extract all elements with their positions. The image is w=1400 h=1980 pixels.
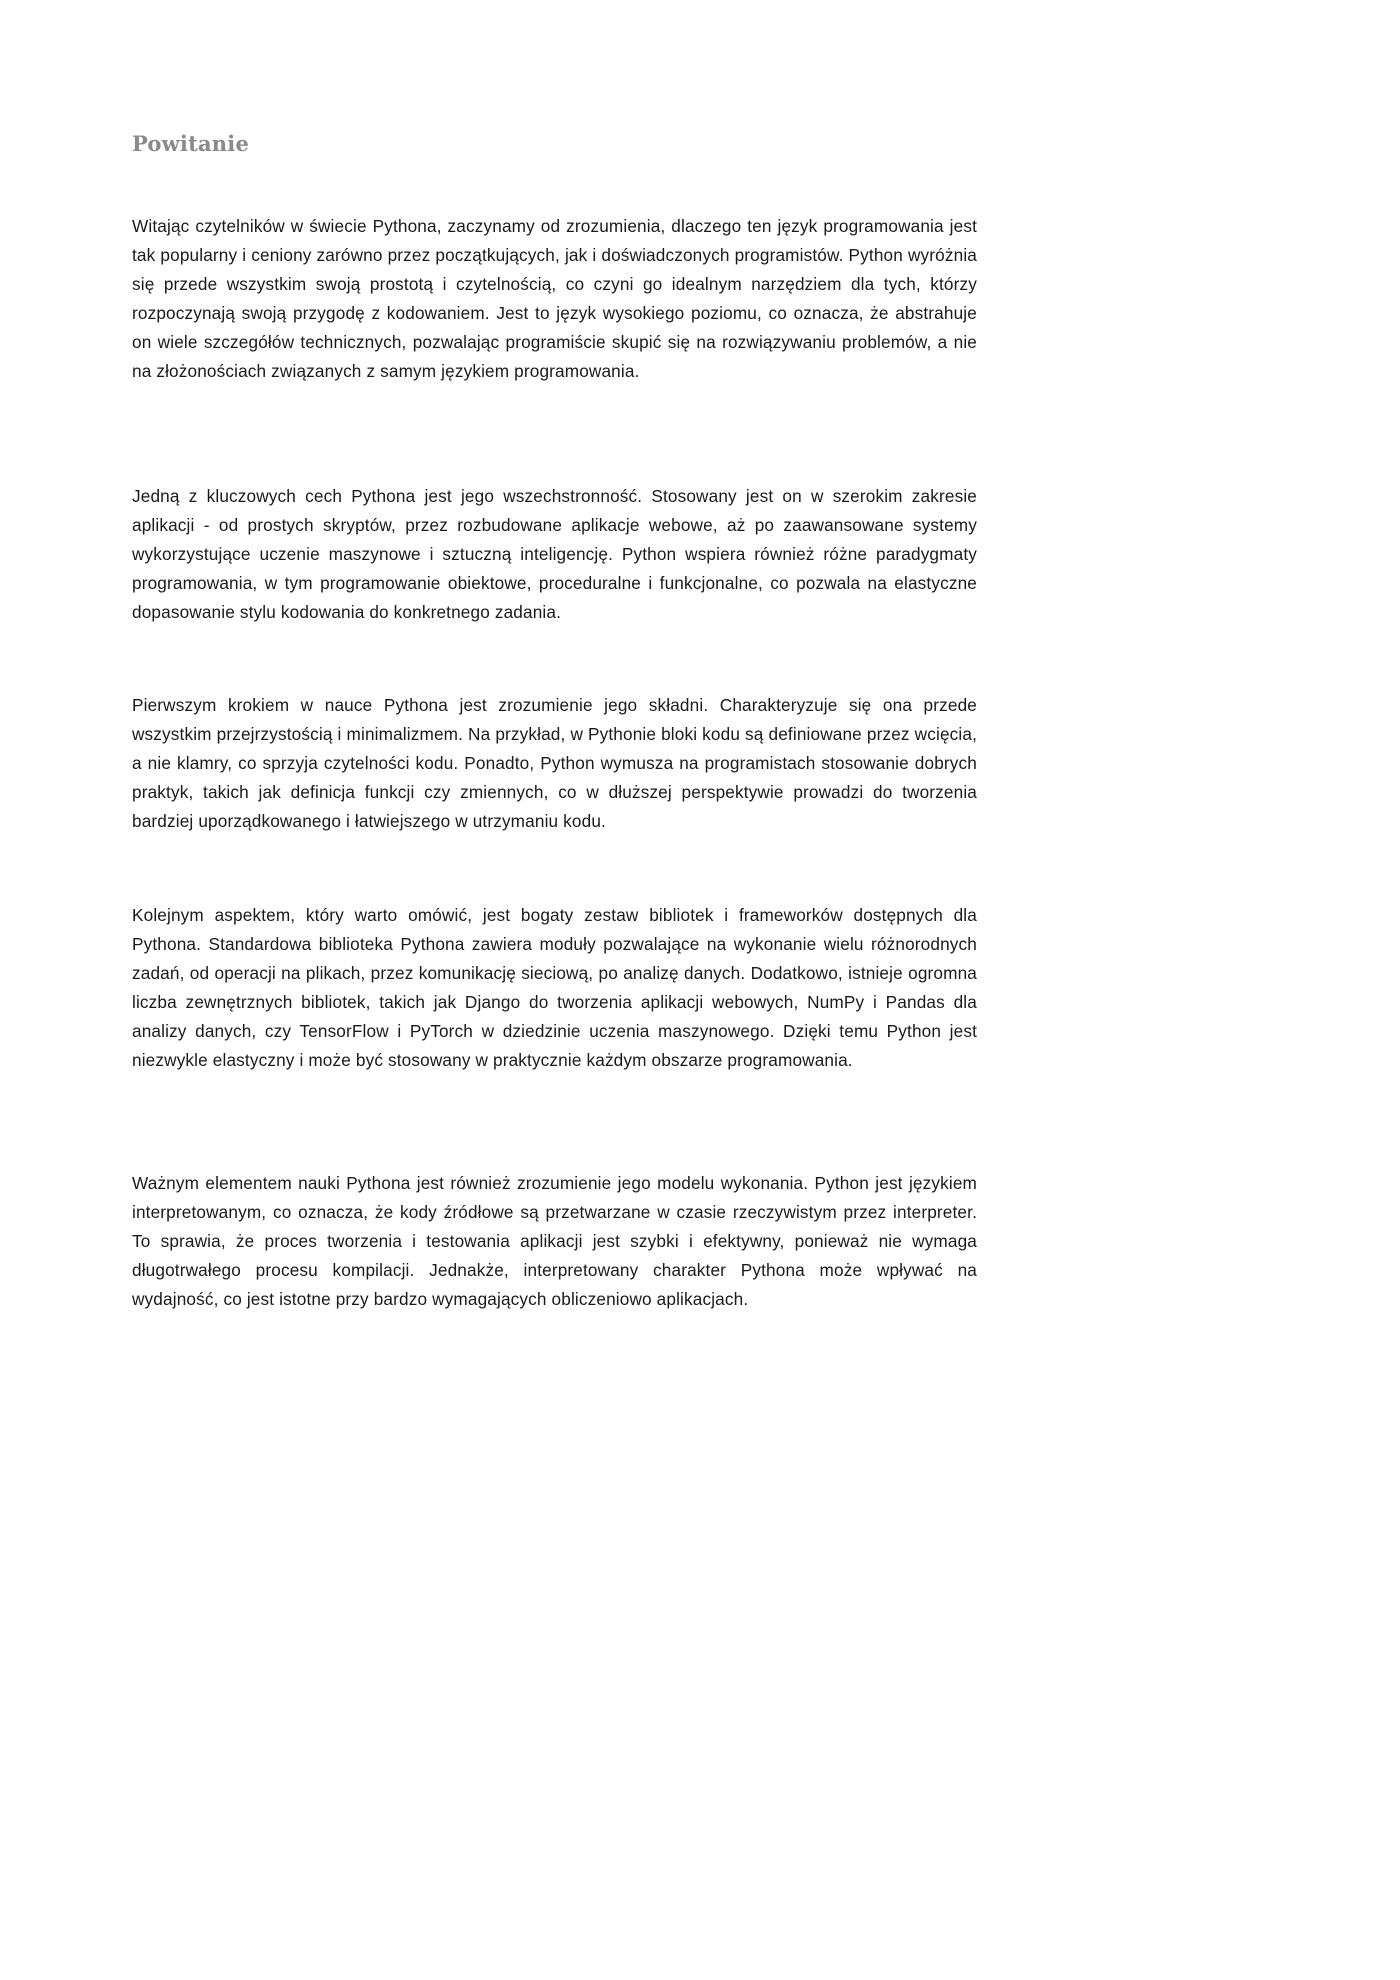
page-title: Powitanie [132, 131, 250, 156]
paragraph-execution-model: Ważnym elementem nauki Pythona jest również zrozumienie jego modelu wykonania. Python jest językiem interpretowanym, co oznacza, że kody źródłowe są przetwarzane w czasie rzeczywistym przez interpreter. To sprawia, że proces tworzenia i testowania aplikacji jest szybki i efektywny, ponieważ nie wymaga długotrwałego procesu kompilacji. Jednakże, interpretowany charakter Pythona może wpływać na wydajność, co jest istotne przy bardzo wymagających obliczeniowo aplikacjach. [132, 1173, 977, 1309]
paragraph-libraries: Kolejnym aspektem, który warto omówić, jest bogaty zestaw bibliotek i frameworków dostępnych dla Pythona. Standardowa biblioteka Pythona zawiera moduły pozwalające na wykonanie wielu różnorodnych zadań, od operacji na plikach, przez komunikację sieciową, po analizę danych. Dodatkowo, istnieje ogromna liczba zewnętrznych bibliotek, takich jak Django do tworzenia aplikacji webowych, NumPy i Pandas dla analizy danych, czy TensorFlow i PyTorch w dziedzinie uczenia maszynowego. Dzięki temu Python jest niezwykle elastyczny i może być stosowany w praktycznie każdym obszarze programowania. [132, 905, 977, 1070]
paragraph-intro: Witając czytelników w świecie Pythona, zaczynamy od zrozumienia, dlaczego ten język programowania jest tak popularny i ceniony zarówno przez początkujących, jak i doświadczonych programistów. Python wyróżnia się przede wszystkim swoją prostotą i czytelnością, co czyni go idealnym narzędziem dla tych, którzy rozpoczynają swoją przygodę z kodowaniem. Jest to język wysokiego poziomu, co oznacza, że abstrahuje on wiele szczegółów technicznych, pozwalając programiście skupić się na rozwiązywaniu problemów, a nie na złożonościach związanych z samym językiem programowania. [132, 216, 977, 381]
paragraph-versatility: Jedną z kluczowych cech Pythona jest jego wszechstronność. Stosowany jest on w szerokim zakresie aplikacji - od prostych skryptów, przez rozbudowane aplikacje webowe, aż po zaawansowane systemy wykorzystujące uczenie maszynowe i sztuczną inteligencję. Python wspiera również różne paradygmaty programowania, w tym programowanie obiektowe, proceduralne i funkcjonalne, co pozwala na elastyczne dopasowanie stylu kodowania do konkretnego zadania. [132, 486, 977, 622]
paragraph-syntax: Pierwszym krokiem w nauce Pythona jest zrozumienie jego składni. Charakteryzuje się ona przede wszystkim przejrzystością i minimalizmem. Na przykład, w Pythonie bloki kodu są definiowane przez wcięcia, a nie klamry, co sprzyja czytelności kodu. Ponadto, Python wymusza na programistach stosowanie dobrych praktyk, takich jak definicja funkcji czy zmiennych, co w dłuższej perspektywie prowadzi do tworzenia bardziej uporządkowanego i łatwiejszego w utrzymaniu kodu. [132, 695, 977, 831]
